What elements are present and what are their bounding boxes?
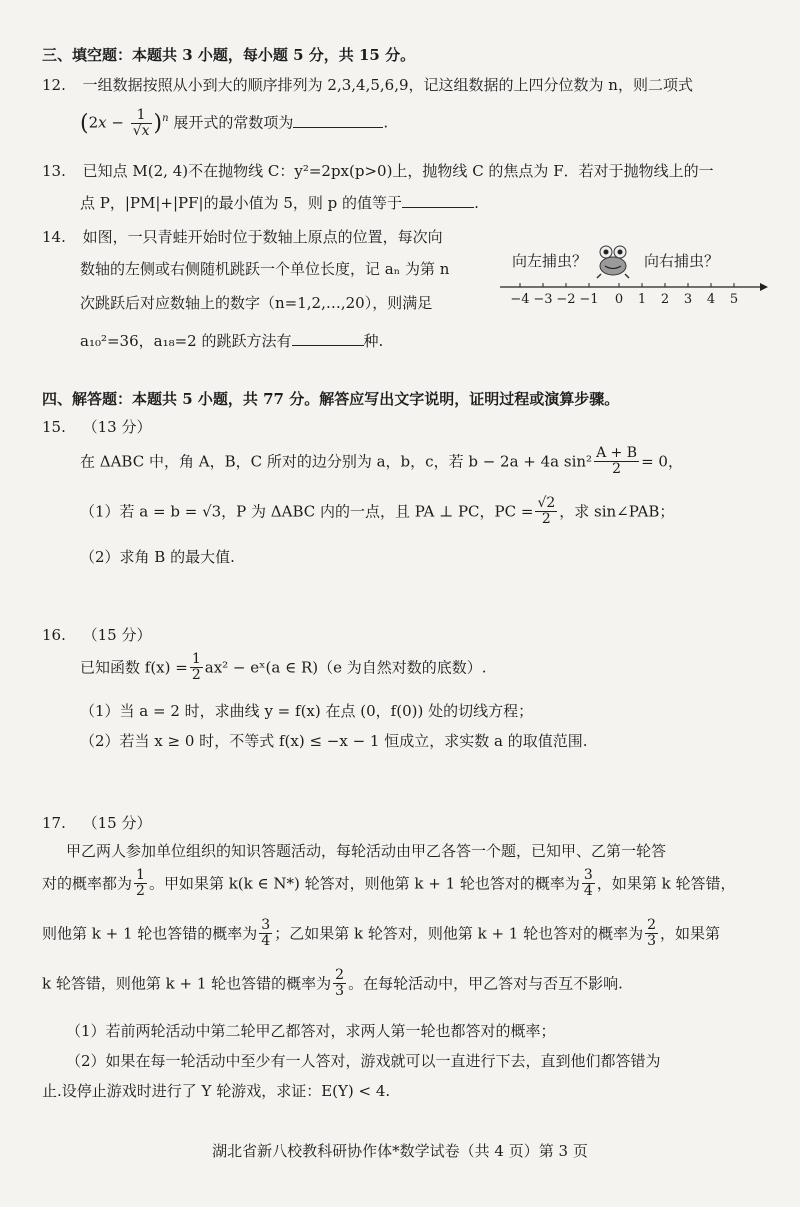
q17-line4 (42, 968, 623, 1008)
q13-text1: 已知点 M(2, 4)不在抛物线 C：y²=2px(p>0)上，抛物线 C 的焦点为 F．若对于抛物线上的一 (82, 162, 714, 180)
q17-l3-a: 则他第 k + 1 轮也答错的概率为 (42, 924, 258, 943)
q17-frac-half (134, 868, 147, 899)
q17-l3-b: ；乙如果第 k 轮答对，则他第 k + 1 轮也答对的概率为 (274, 924, 644, 943)
q12-answer-blank[interactable] (293, 113, 383, 128)
q12-binomial: ( (80, 110, 89, 136)
frac-num: 1 (191, 651, 201, 667)
tick-label: 2 (660, 292, 670, 307)
q15-stem-a: 在 ΔABC 中，角 A，B，C 所对的边分别为 a，b，c，若 b − 2a + 4a sin² (80, 452, 593, 471)
frac-den: 4 (261, 933, 271, 949)
q13-answer-blank[interactable] (402, 193, 474, 208)
q17-score: （15 分） (82, 814, 152, 832)
q16-stem (80, 652, 487, 692)
tick-label: 0 (614, 292, 624, 307)
q17-frac-23b (333, 968, 346, 999)
q17-l4-b: 。在每轮活动中，甲乙答对与否互不影响. (348, 974, 623, 993)
q16-number: 16. (42, 626, 66, 644)
q15-p1-frac (535, 496, 557, 527)
q13-line1 (42, 160, 714, 182)
fig-right-label: 向右捕虫？ (644, 252, 720, 270)
q12-binomial-close: ) (153, 110, 163, 136)
q13-number: 13. (42, 162, 66, 180)
q17-l2-c: ，如果第 k 轮答错， (596, 874, 736, 893)
q15-stem-frac (594, 446, 639, 477)
q14-number: 14. (42, 228, 66, 246)
q17-frac-23a (645, 918, 658, 949)
section4-heading: 四、解答题：本题共 5 小题，共 77 分。解答应写出文字说明，证明过程或演算步骤。 (42, 390, 620, 408)
q17-line3 (42, 918, 720, 958)
tick-label: 1 (637, 292, 647, 307)
q12-period: . (383, 113, 389, 132)
q13-line2 (80, 192, 479, 214)
q14-number-line-figure (498, 240, 768, 320)
q16-part2: （2）若当 x ≥ 0 时，不等式 f(x) ≤ −x − 1 恒成立，求实数 a 的取值范围. (80, 732, 588, 750)
q13-text2: 点 P，|PM|+|PF|的最小值为 5，则 p 的值等于 (80, 194, 403, 212)
q17-line2 (42, 868, 735, 908)
fig-left-label: 向左捕虫？ (512, 252, 588, 270)
frac-num: A + B (596, 445, 638, 461)
q15-score: （13 分） (82, 418, 152, 436)
tick-label: 5 (729, 292, 739, 307)
frac-den: 2 (612, 461, 622, 477)
q16-stem-b: ax² − eˣ(a ∈ R)（e 为自然对数的底数）. (204, 658, 487, 677)
section3-heading: 三、填空题：本题共 3 小题，每小题 5 分，共 15 分。 (42, 46, 416, 64)
q17-frac-34a (582, 868, 595, 899)
q15-stem-b: = 0， (641, 452, 683, 471)
frac-den: 2 (191, 667, 201, 683)
frac-den: 2 (136, 883, 145, 899)
frac-num: 2 (647, 917, 657, 933)
q14-text4: a₁₀²=36，a₁₈=2 的跳跃方法有 (80, 332, 292, 350)
q13-period: . (474, 194, 479, 212)
q14-line4 (80, 330, 383, 352)
q17-l3-c: ，如果第 (660, 924, 721, 943)
tick-label: −1 (579, 292, 599, 307)
frac-num: 3 (261, 917, 271, 933)
tick-label: 4 (706, 292, 716, 307)
tick-label: −2 (556, 292, 576, 307)
q14-line3: 次跳跃后对应数轴上的数字（n=1,2,…,20），则满足 (80, 294, 433, 312)
frac-den: 3 (647, 933, 657, 949)
q15-p1-a: （1）若 a = b = √3，P 为 ΔABC 内的一点，且 PA ⊥ PC，PC = (80, 502, 534, 521)
q17-frac-34b (259, 918, 272, 949)
frac-num: √2 (537, 495, 556, 511)
q12-line1 (42, 74, 693, 96)
frac-den: 4 (583, 883, 593, 899)
q16-part1: （1）当 a = 2 时，求曲线 y = f(x) 在点 (0，f(0)) 处的切线方程； (80, 702, 534, 720)
q14-end: 种. (363, 332, 384, 350)
q15-number: 15. (42, 418, 66, 436)
q17-header (42, 812, 152, 834)
q12-text1: 一组数据按照从小到大的顺序排列为 2,3,4,5,6,9，记这组数据的上四分位数为 n，则二项式 (82, 76, 693, 94)
q12-frac: $\frac{1}{√x}$ (132, 107, 150, 139)
q12-line2: (2x − $\frac{1}{√x}$ )$^n$ 展开式的常数项为 . (80, 107, 389, 139)
q12-text2: 展开式的常数项为 (173, 113, 294, 132)
q17-line1: 甲乙两人参加单位组织的知识答题活动，每轮活动由甲乙各答一个题，已知甲、乙第一轮答 (66, 842, 667, 860)
q17-l2-a: 对的概率都为 (42, 874, 133, 893)
q16-header (42, 624, 152, 646)
frac-num: 1 (136, 867, 145, 883)
q14-line2: 数轴的左侧或右侧随机跳跃一个单位长度，记 aₙ 为第 n (80, 260, 450, 278)
q16-stem-a: 已知函数 f(x) = (80, 658, 188, 677)
tick-label: −3 (533, 292, 553, 307)
q15-header (42, 416, 152, 438)
q16-score: （15 分） (82, 626, 152, 644)
q15-part2: （2）求角 B 的最大值. (80, 548, 235, 566)
q17-number: 17. (42, 814, 66, 832)
frog-icon (593, 240, 633, 280)
q12-binomial-body: 2x − $\frac{1}{√x}$ (88, 107, 150, 139)
frac-num: 3 (583, 867, 593, 883)
q14-line1 (42, 226, 443, 248)
q16-stem-frac (190, 652, 203, 683)
q15-p1-b: ，求 sin∠PAB； (559, 502, 675, 521)
q14-answer-blank[interactable] (292, 331, 364, 346)
page-footer: 湖北省新八校教科研协作体*数学试卷（共 4 页）第 3 页 (212, 1142, 588, 1160)
frac-num: 2 (335, 967, 345, 983)
q15-stem (80, 446, 683, 486)
frac-den: 2 (541, 511, 551, 527)
q14-text1: 如图，一只青蛙开始时位于数轴上原点的位置，每次向 (82, 228, 443, 246)
q15-part1 (80, 496, 674, 536)
tick-label: 3 (683, 292, 693, 307)
tick-label: −4 (510, 292, 530, 307)
frac-den: 3 (335, 983, 345, 999)
q17-part2-line1: （2）如果在每一轮活动中至少有一人答对，游戏就可以一直进行下去，直到他们都答错为 (66, 1052, 661, 1070)
q12-number: 12. (42, 76, 66, 94)
q17-l4-a: k 轮答错，则他第 k + 1 轮也答错的概率为 (42, 974, 332, 993)
q17-part1: （1）若前两轮活动中第二轮甲乙都答对，求两人第一轮也都答对的概率； (66, 1022, 556, 1040)
q17-l2-b: 。甲如果第 k(k ∈ N*) 轮答对，则他第 k + 1 轮也答对的概率为 (148, 874, 580, 893)
q17-part2-line2: 止.设停止游戏时进行了 Y 轮游戏，求证：E(Y) < 4. (42, 1082, 391, 1100)
